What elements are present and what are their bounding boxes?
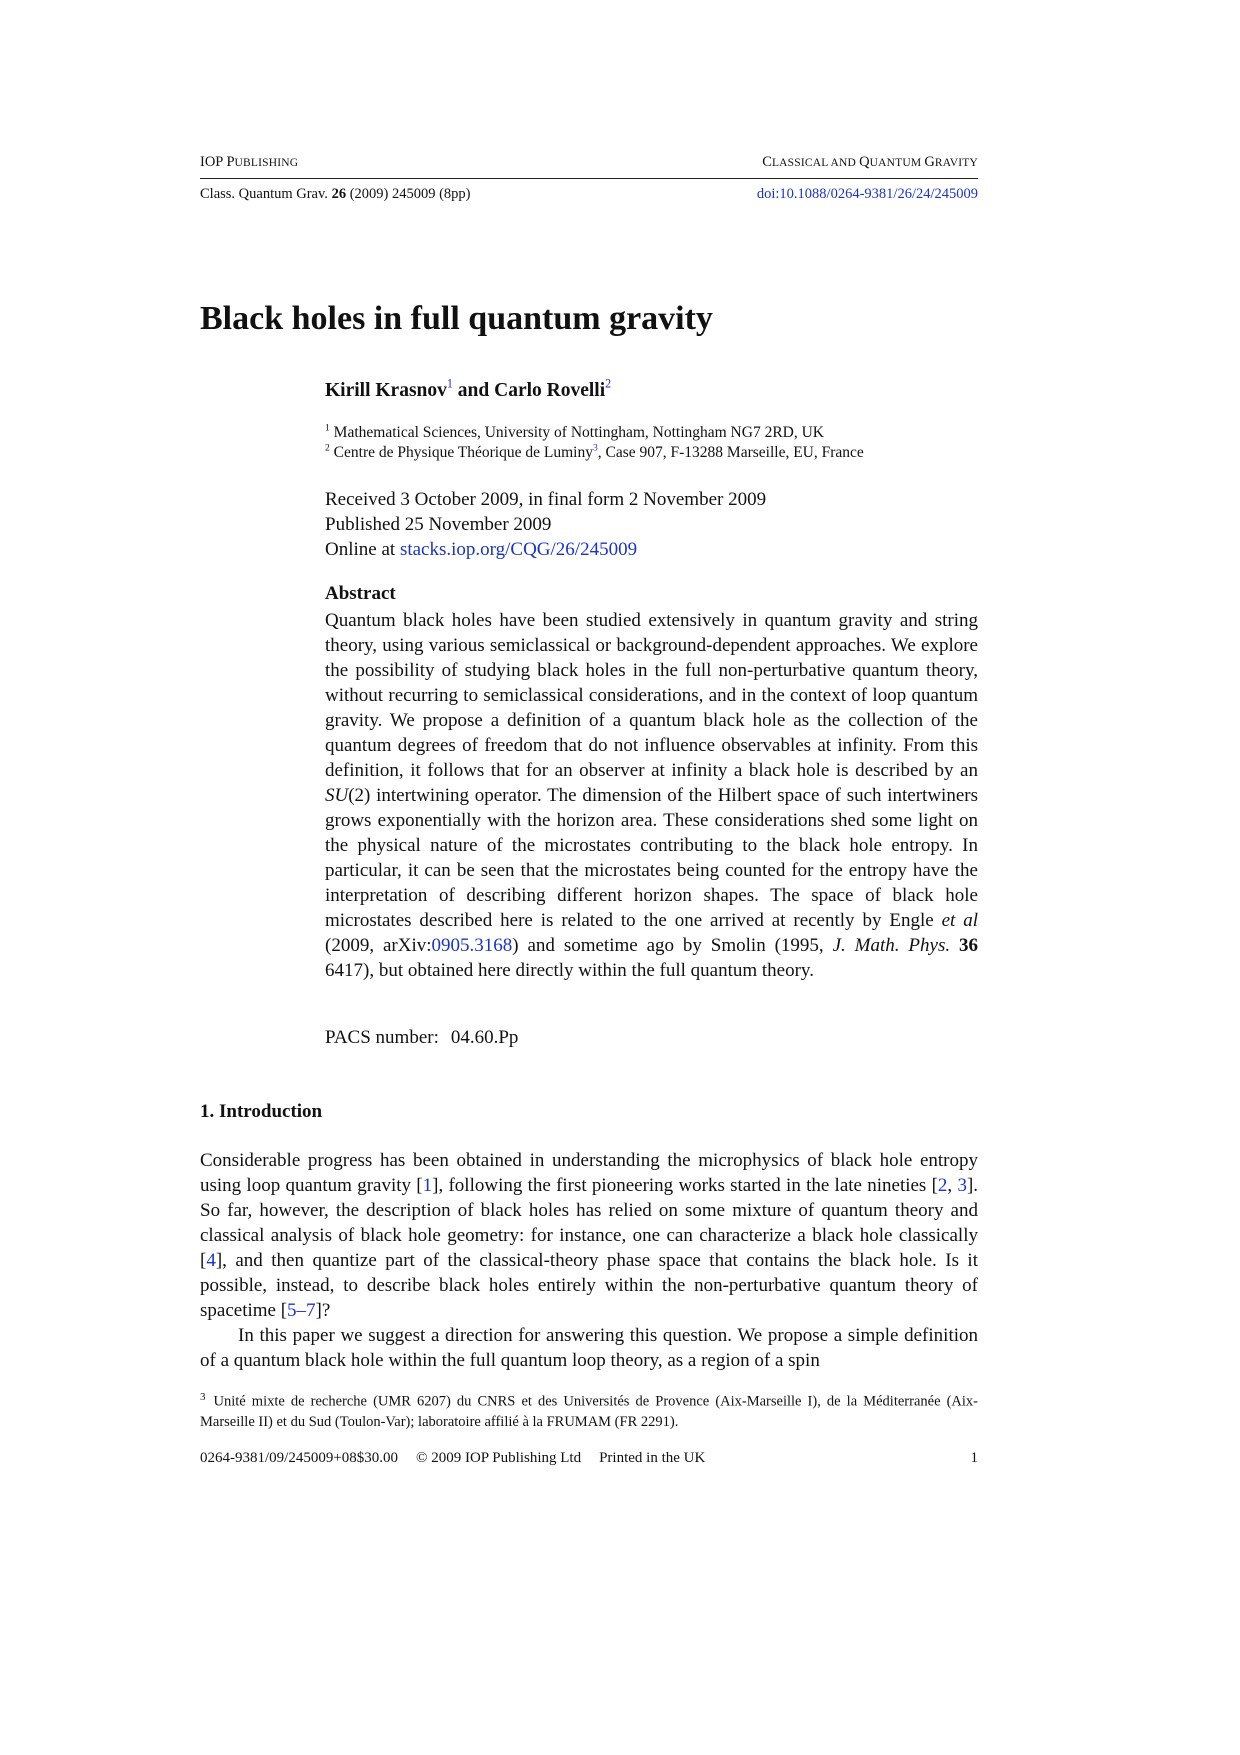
doi-link[interactable]: doi:10.1088/0264-9381/26/24/245009 xyxy=(756,186,978,202)
introduction-text xyxy=(200,1148,978,1373)
ref-link-2[interactable]: 2 xyxy=(937,1175,948,1196)
issn-code: 0264-9381/09/245009+08$30.00 xyxy=(200,1450,399,1466)
page-footer xyxy=(200,1450,978,1467)
publisher-name: IOP PUBLISHING xyxy=(200,154,299,170)
author-krasnov: Kirill Krasnov xyxy=(325,380,447,401)
ref-link-3[interactable]: 3 xyxy=(957,1175,967,1196)
publication-dates xyxy=(325,487,766,562)
copyright-notice: © 2009 IOP Publishing Ltd xyxy=(416,1450,582,1466)
header-rule xyxy=(200,178,978,179)
author-rovelli: Carlo Rovelli xyxy=(494,380,606,401)
footnote-mark-3[interactable]: 3 xyxy=(592,442,598,454)
pacs-number: PACS number: 04.60.Pp xyxy=(325,1027,519,1048)
abstract-text: Quantum black holes have been studied extensively in quantum gravity and string theory, using various semiclassical or background-dependent approaches. We explore the possibility of studying black holes in the full non-perturbative quantum theory, without recurring to semiclassical considerations, and in the context of loop quantum gravity. We propose a definition of a quantum black hole as the collection of the quantum degrees of freedom that do not influence observables at infinity. From this definition, it follows that for an observer at infinity a black hole is described by an SU(2) intertwining operator. The dimension of the Hilbert space of such intertwiners grows exponentially with the horizon area. These considerations shed some light on the physical nature of the microstates contributing to the black hole entropy. In particular, it can be seen that the microstates being counted for the entropy have the interpretation of describing different horizon shapes. The space of black hole microstates described here is related to the one arrived at recently by Engle et al (2009, arXiv:0905.3168) and sometime ago by Smolin (1995, J. Math. Phys. 36 6417), but obtained here directly within the full quantum theory. xyxy=(325,610,978,981)
journal-name: CLASSICAL AND QUANTUM GRAVITY xyxy=(762,154,978,170)
published-date: Published 25 November 2009 xyxy=(325,514,552,535)
page-number: 1 xyxy=(970,1450,978,1466)
online-link[interactable]: stacks.iop.org/CQG/26/245009 xyxy=(399,539,638,560)
ref-link-1[interactable]: 1 xyxy=(422,1175,433,1196)
ref-link-5-7[interactable]: 5–7 xyxy=(287,1300,316,1321)
citation: Class. Quantum Grav. 26 (2009) 245009 (8pp) xyxy=(200,186,471,202)
arxiv-link[interactable]: 0905.3168 xyxy=(431,935,513,956)
printed-notice: Printed in the UK xyxy=(599,1450,706,1466)
received-date: Received 3 October 2009, in final form 2 November 2009 xyxy=(325,489,767,510)
intro-paragraph-2: In this paper we suggest a direction for answering this question. We propose a simple definition of a quantum black hole within the full quantum loop theory, as a region of a spin xyxy=(200,1325,978,1371)
affiliation-mark-2[interactable]: 2 xyxy=(605,376,612,391)
citation-line xyxy=(200,186,978,203)
author-list xyxy=(325,376,612,402)
online-location: Online at stacks.iop.org/CQG/26/245009 xyxy=(325,539,638,560)
abstract-heading: Abstract xyxy=(325,583,396,604)
paper-title: Black holes in full quantum gravity xyxy=(200,300,713,337)
ref-link-4[interactable]: 4 xyxy=(206,1250,216,1271)
footnote-3: $^3$ Unité mixte de recherche (UMR 6207) du CNRS et des Universités de Provence (Aix-Marseille I), de la Méditerranée (Aix-Marseille II) et du Sud (Toulon-Var); laboratoire affilié à la FRUMAM (FR 2291). xyxy=(200,1391,978,1430)
intro-paragraph-1: Considerable progress has been obtained in understanding the microphysics of black hole entropy using loop quantum gravity [1], following the first pioneering works started in the late nineties [2, 3]. So far, however, the description of black holes has relied on some mixture of quantum theory and classical analysis of black hole geometry: for instance, one can characterize a black hole classically [4], and then quantize part of the classical-theory phase space that contains the black hole. Is it possible, instead, to describe black holes entirely within the non-perturbative quantum theory of spacetime [5–7]? xyxy=(200,1150,979,1321)
running-header xyxy=(200,154,978,171)
author-conjunction: and xyxy=(452,380,495,401)
affiliation-mark-1[interactable]: 1 xyxy=(446,376,453,391)
affiliation-1: $^1$ Mathematical Sciences, University of Nottingham, Nottingham NG7 2RD, UK xyxy=(325,422,824,441)
section-heading-introduction: 1. Introduction xyxy=(200,1101,323,1122)
affiliation-2: $^2$ Centre de Physique Théorique de Luminy$^3$, Case 907, F-13288 Marseille, EU, France xyxy=(325,442,864,461)
